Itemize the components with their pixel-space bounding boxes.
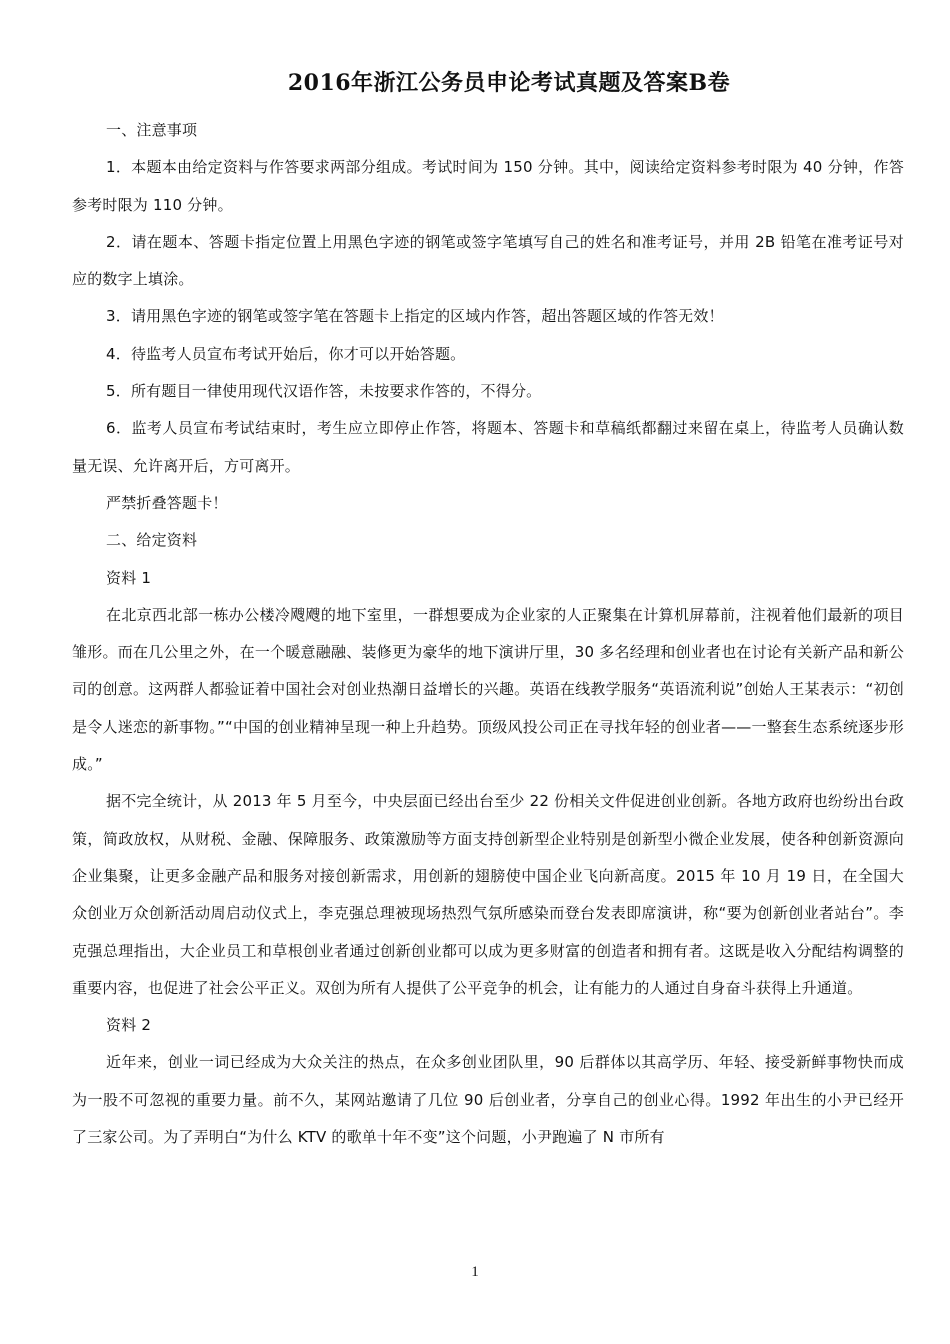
document-body bbox=[72, 112, 904, 1156]
note-item-1: 1．本题本由给定资料与作答要求两部分组成。考试时间为 150 分钟。其中，阅读给定资料参考时限为 40 分钟，作答参考时限为 110 分钟。 bbox=[72, 158, 904, 214]
note-item-6: 6．监考人员宣布考试结束时，考生应立即停止作答，将题本、答题卡和草稿纸都翻过来留在桌上，待监考人员确认数量无误、允许离开后，方可离开。 bbox=[72, 419, 904, 475]
material-1-heading: 资料 1 bbox=[106, 568, 152, 587]
note-item-5: 5．所有题目一律使用现代汉语作答，未按要求作答的，不得分。 bbox=[106, 382, 542, 401]
material-2-paragraph-1: 近年来，创业一词已经成为大众关注的热点，在众多创业团队里，90 后群体以其高学历、年轻、接受新鲜事物快而成为一股不可忽视的重要力量。前不久，某网站邀请了几位 90 后创业者，分享自己的创业心得。1992 年出生的小尹已经开了三家公司。为了弄明白“为什么 KTV 的歌单十年不变”这个问题，小尹跑遍了 N 市所有 bbox=[72, 1053, 904, 1147]
document-title: 2016年浙江公务员申论考试真题及答案B卷 bbox=[287, 70, 731, 96]
warning-text: 严禁折叠答题卡！ bbox=[106, 493, 228, 512]
note-item-2: 2．请在题本、答题卡指定位置上用黑色字迹的钢笔或签字笔填写自己的姓名和准考证号，并用 2B 铅笔在准考证号对应的数字上填涂。 bbox=[72, 232, 904, 289]
note-item-4: 4．待监考人员宣布考试开始后，你才可以开始答题。 bbox=[106, 344, 466, 363]
section-heading-notes: 一、注意事项 bbox=[106, 121, 198, 139]
material-1-paragraph-1: 在北京西北部一栋办公楼冷飕飕的地下室里，一群想要成为企业家的人正聚集在计算机屏幕前，注视着他们最新的项目雏形。而在几公里之外，在一个暖意融融、装修更为豪华的地下演讲厅里，30 多名经理和创业者也在讨论有关新产品和新公司的创意。这两群人都验证着中国社会对创业热潮日益增长的兴趣。英语在线教学服务“英语流利说”创始人王某表示：“初创是令人迷恋的新事物。”“中国的创业精神呈现一种上升趋势。顶级风投公司正在寻找年轻的创业者——一整套生态系统逐步形成。” bbox=[72, 605, 904, 774]
section-heading-materials: 二、给定资料 bbox=[106, 531, 198, 550]
material-2-heading: 资料 2 bbox=[106, 1016, 152, 1035]
material-1-paragraph-2: 据不完全统计，从 2013 年 5 月至今，中央层面已经出台至少 22 份相关文件促进创业创新。各地方政府也纷纷出台政策，简政放权，从财税、金融、保障服务、政策激励等方面支持创新型企业特别是创新型小微企业发展，使各种创新资源向企业集聚，让更多金融产品和服务对接创新需求，用创新的翅膀使中国企业飞向新高度。2015 年 10 月 19 日，在全国大众创业万众创新活动周启动仪式上，李克强总理被现场热烈气氛所感染而登台发表即席演讲，称“要为创新创业者站台”。李克强总理指出，大企业员工和草根创业者通过创新创业都可以成为更多财富的创造者和拥有者。这既是收入分配结构调整的重要内容，也促进了社会公平正义。双创为所有人提供了公平竞争的机会，让有能力的人通过自身奋斗获得上升通道。 bbox=[72, 792, 904, 997]
page-number: 1 bbox=[471, 1264, 479, 1280]
note-item-3: 3．请用黑色字迹的钢笔或签字笔在答题卡上指定的区域内作答，超出答题区域的作答无效！ bbox=[106, 307, 724, 326]
